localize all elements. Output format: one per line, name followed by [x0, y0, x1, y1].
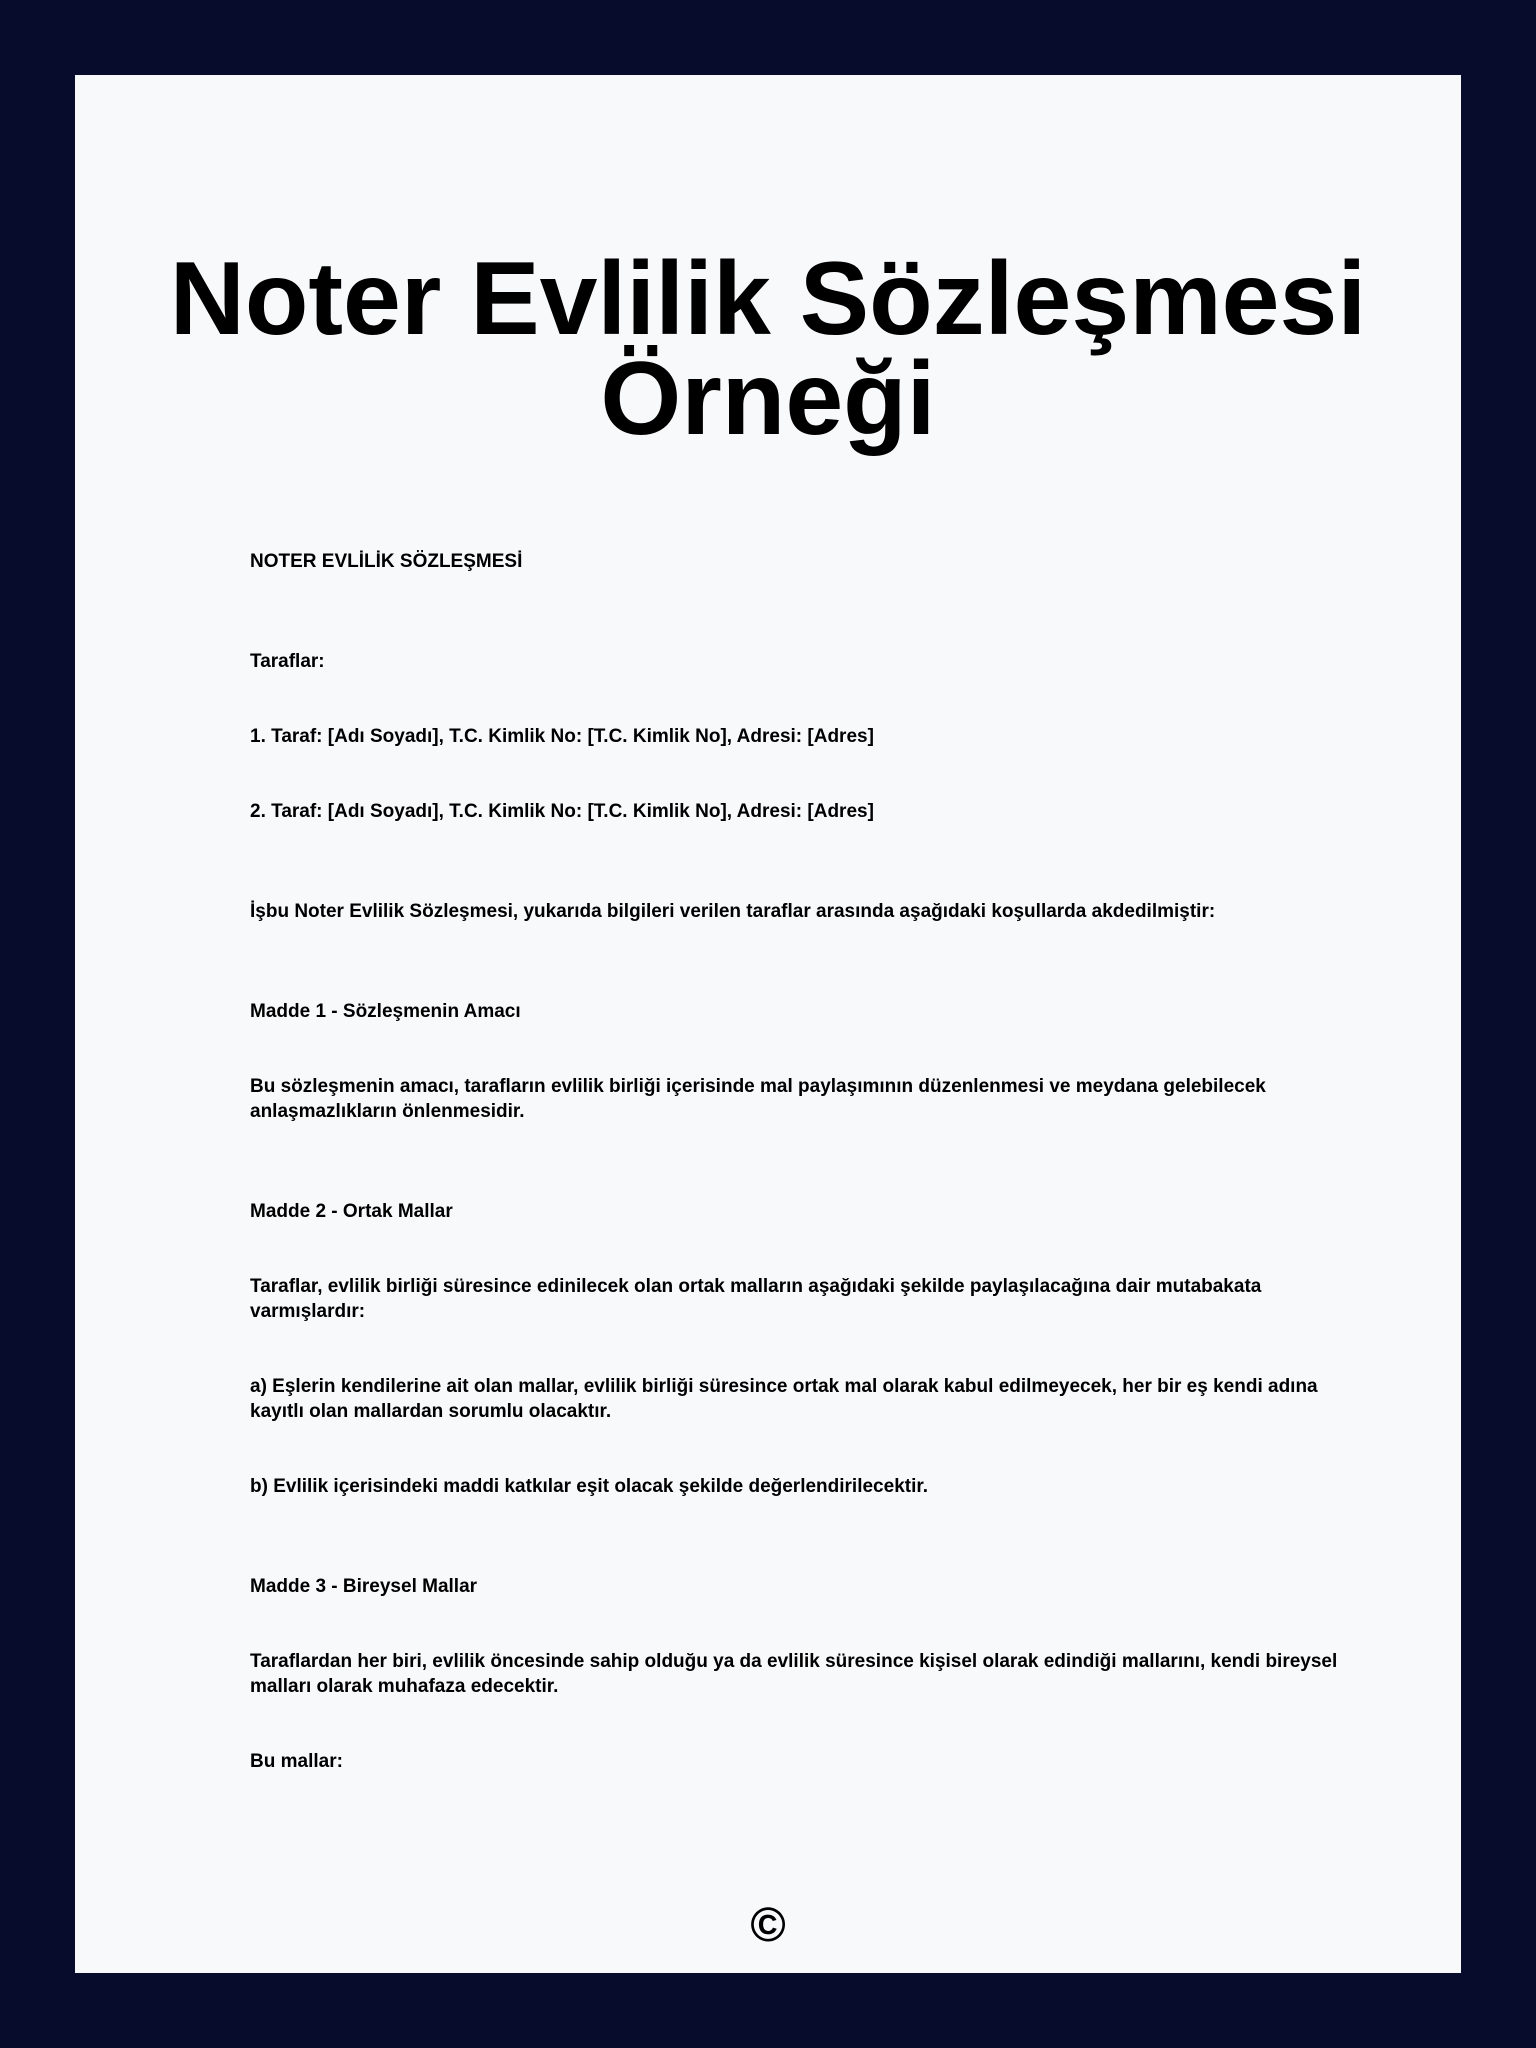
parties-heading: Taraflar: [250, 651, 325, 672]
intro-paragraph: İşbu Noter Evlilik Sözleşmesi, yukarıda bilgileri verilen taraflar arasında aşağıdaki koşullarda akdedilmiştir: [250, 901, 1216, 922]
article-2-heading: Madde 2 - Ortak Mallar [250, 1201, 453, 1222]
article-3-list-intro: Bu mallar: [250, 1751, 343, 1772]
party-1: 1. Taraf: [Adı Soyadı], T.C. Kimlik No: [T.C. Kimlik No], Adresi: [Adres] [250, 726, 874, 747]
article-2-item-b: b) Evlilik içerisindeki maddi katkılar eşit olacak şekilde değerlendirilecektir. [250, 1476, 928, 1497]
article-2-text: Taraflar, evlilik birliği süresince edinilecek olan ortak malların aşağıdaki şekilde paylaşılacağına dair mutabakata varmışlardır: [250, 1276, 1262, 1322]
article-1-text: Bu sözleşmenin amacı, tarafların evlilik birliği içerisinde mal paylaşımının düzenlenmesi ve meydana gelebilecek anlaşmazlıkların önlenmesidir. [250, 1076, 1266, 1122]
article-1-heading: Madde 1 - Sözleşmenin Amacı [250, 1001, 521, 1022]
article-3-text: Taraflardan her biri, evlilik öncesinde sahip olduğu ya da evlilik süresince kişisel olarak edindiği mallarını, kendi bireysel malları olarak muhafaza edecektir. [250, 1651, 1338, 1697]
article-3-heading: Madde 3 - Bireysel Mallar [250, 1576, 478, 1597]
copyright-icon: © [750, 1899, 786, 1952]
title-line-2: Örneği [600, 341, 936, 457]
page-title [75, 241, 1461, 457]
party-2: 2. Taraf: [Adı Soyadı], T.C. Kimlik No: [T.C. Kimlik No], Adresi: [Adres] [250, 801, 874, 822]
document-heading: NOTER EVLİLİK SÖZLEŞMESİ [250, 551, 523, 572]
article-2-item-a: a) Eşlerin kendilerine ait olan mallar, evlilik birliği süresince ortak mal olarak kabul edilmeyecek, her bir eş kendi adına kayıtlı olan mallardan sorumlu olacaktır. [250, 1376, 1318, 1422]
document-page [75, 75, 1461, 1973]
title-line-1: Noter Evlilik Sözleşmesi [169, 241, 1367, 357]
